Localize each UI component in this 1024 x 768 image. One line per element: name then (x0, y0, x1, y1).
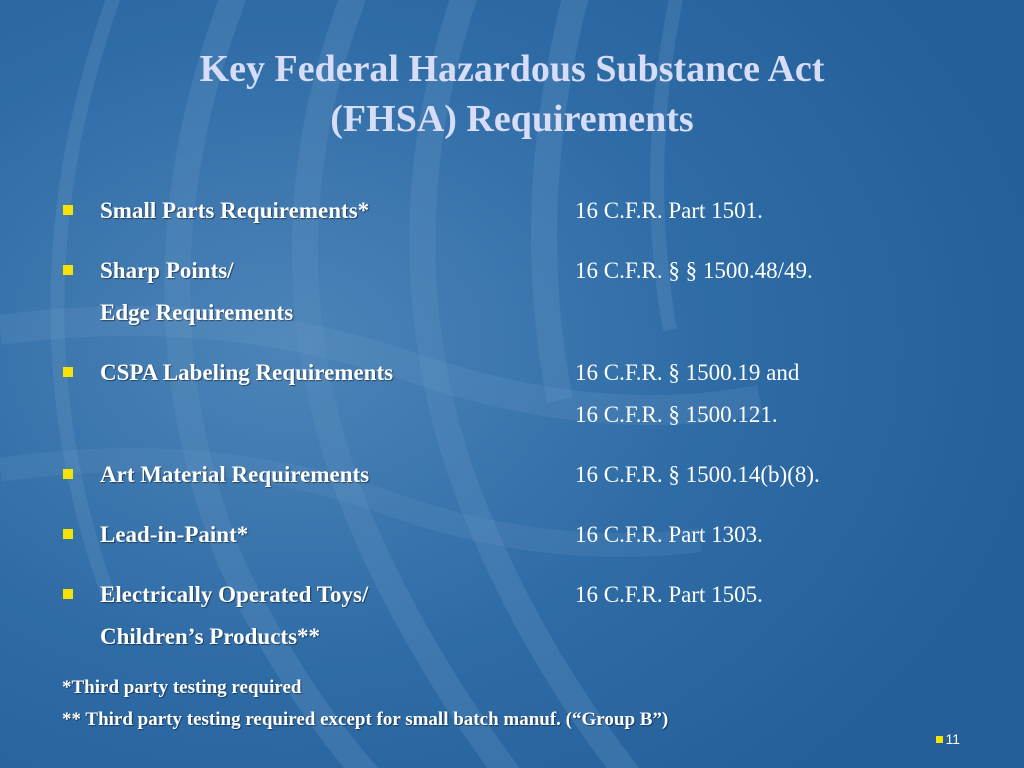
requirement-name: Small Parts Requirements* (100, 198, 370, 223)
requirement-name: CSPA Labeling Requirements (100, 360, 394, 385)
footnote-1: *Third party testing required (62, 677, 302, 698)
requirement-citation: 16 C.F.R. § 1500.14(b)(8). (575, 462, 820, 487)
requirement-citation: 16 C.F.R. § 1500.19 and 16 C.F.R. § 1500.121. (575, 360, 800, 427)
slide-title (0, 44, 1024, 144)
list-item (60, 514, 980, 556)
square-bullet-icon (63, 265, 73, 275)
requirement-name: Lead-in-Paint* (100, 522, 249, 547)
requirement-name: Art Material Requirements (100, 462, 370, 487)
page-number (936, 731, 960, 747)
footnotes (62, 672, 962, 736)
requirement-citation: 16 C.F.R. Part 1505. (575, 582, 763, 607)
footnote-2: ** Third party testing required except for small batch manuf. (“Group B”) (62, 709, 669, 730)
requirement-name: Sharp Points/ Edge Requirements (100, 258, 294, 325)
list-item (60, 190, 980, 232)
requirement-name: Electrically Operated Toys/ Children’s Products** (100, 582, 369, 649)
square-bullet-icon (63, 529, 73, 539)
square-bullet-icon (63, 367, 73, 377)
title-line-1: Key Federal Hazardous Substance Act (199, 48, 825, 90)
square-bullet-icon (63, 469, 73, 479)
requirement-citation: 16 C.F.R. Part 1501. (575, 198, 763, 223)
square-bullet-icon (936, 736, 943, 743)
requirement-citation: 16 C.F.R. Part 1303. (575, 522, 763, 547)
requirement-citation: 16 C.F.R. § § 1500.48/49. (575, 258, 813, 283)
square-bullet-icon (63, 589, 73, 599)
page-number-text: 11 (945, 731, 960, 747)
list-item (60, 454, 980, 496)
square-bullet-icon (63, 205, 73, 215)
title-line-2: (FHSA) Requirements (330, 98, 694, 140)
list-item (60, 250, 980, 334)
list-item (60, 574, 980, 658)
requirements-list (60, 190, 980, 676)
list-item (60, 352, 980, 436)
